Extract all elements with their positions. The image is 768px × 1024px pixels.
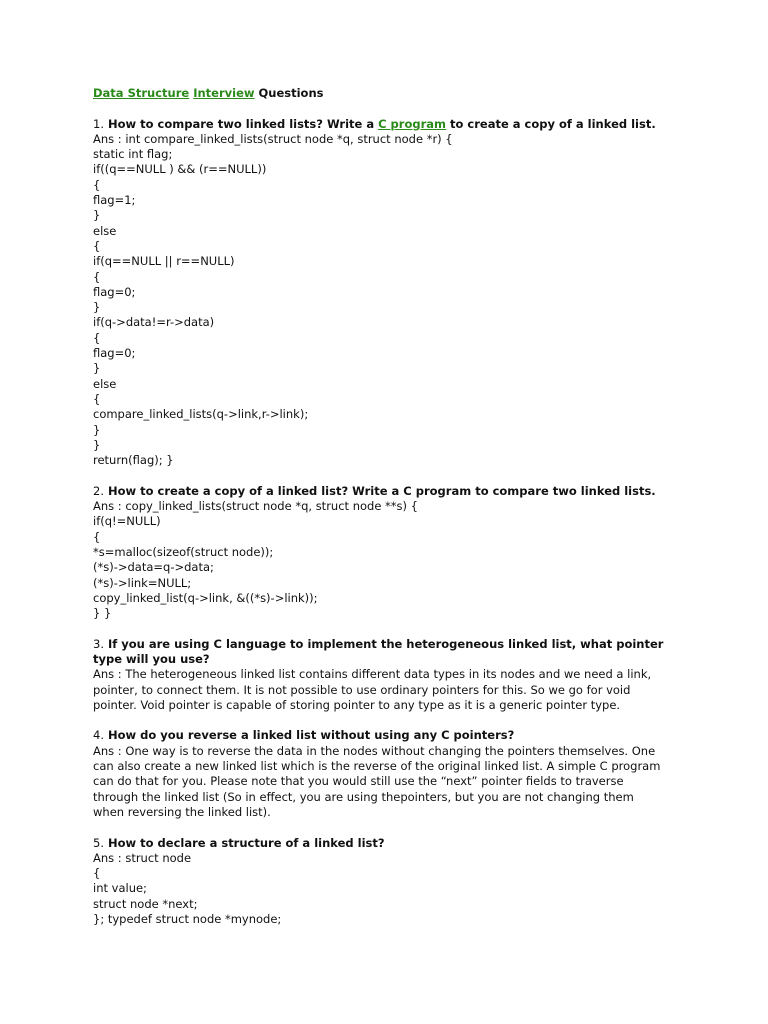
- code-line: }: [93, 300, 101, 315]
- interview-link[interactable]: Interview: [193, 86, 255, 100]
- code-line: Ans : int compare_linked_lists(struct node *q, struct node *r) {: [93, 131, 453, 146]
- code-line: {: [93, 269, 101, 284]
- question-4-heading: [93, 728, 683, 743]
- code-line: }: [93, 361, 101, 376]
- question-5-text: How to declare a structure of a linked list?: [108, 835, 385, 850]
- question-4-text: How do you reverse a linked list without using any C pointers?: [108, 728, 515, 743]
- code-line: *s=malloc(sizeof(struct node));: [93, 544, 274, 559]
- c-program-link[interactable]: C program: [378, 116, 447, 131]
- code-line: (*s)->data=q->data;: [93, 560, 214, 575]
- question-5-number: 5.: [93, 835, 104, 850]
- code-line: Ans : copy_linked_lists(struct node *q, struct node **s) {: [93, 499, 418, 514]
- question-3-number: 3.: [93, 636, 104, 651]
- question-3-text-line-2: type will you use?: [93, 651, 210, 666]
- answer-line: Ans : One way is to reverse the data in the nodes without changing the pointers themselves. One: [93, 743, 656, 758]
- code-line: if(q!=NULL): [93, 514, 161, 529]
- question-4: [93, 728, 683, 820]
- code-line: static int flag;: [93, 147, 173, 162]
- code-line: {: [93, 177, 101, 192]
- code-line: {: [93, 529, 101, 544]
- data-structure-link[interactable]: Data Structure: [93, 86, 190, 100]
- question-1: [93, 117, 683, 469]
- code-line: flag=0;: [93, 284, 136, 299]
- answer-4: [93, 744, 683, 820]
- code-line: {: [93, 866, 101, 881]
- code-line: {: [93, 391, 101, 406]
- code-line: return(flag); }: [93, 453, 174, 468]
- question-2-number: 2.: [93, 483, 104, 498]
- code-line: compare_linked_lists(q->link,r->link);: [93, 407, 309, 422]
- answer-line: pointer, to connect them. It is not possible to use ordinary pointers for this. So we go for void: [93, 682, 631, 697]
- code-line: else: [93, 376, 117, 391]
- code-line: }; typedef struct node *mynode;: [93, 912, 282, 927]
- answer-line: when reversing the linked list).: [93, 804, 271, 819]
- code-line: struct node *next;: [93, 896, 198, 911]
- code-line: }: [93, 208, 101, 223]
- code-line: if(q==NULL || r==NULL): [93, 254, 235, 269]
- code-line: Ans : struct node: [93, 850, 192, 865]
- question-1-text-a: How to compare two linked lists? Write a: [108, 116, 379, 131]
- question-1-number: 1.: [93, 116, 104, 131]
- code-line: int value;: [93, 881, 147, 896]
- answer-line: can also create a new linked list which is the reverse of the original linked list. A simple C program: [93, 759, 661, 774]
- code-line: else: [93, 223, 117, 238]
- answer-5-code: [93, 851, 683, 927]
- question-3: [93, 637, 683, 713]
- code-line: if(q->data!=r->data): [93, 315, 215, 330]
- answer-line: Ans : The heterogeneous linked list contains different data types in its nodes and we need a link,: [93, 667, 652, 682]
- code-line: flag=1;: [93, 193, 136, 208]
- code-line: }: [93, 422, 101, 437]
- question-4-number: 4.: [93, 728, 104, 743]
- document-page: [93, 86, 683, 927]
- question-1-heading: [93, 117, 683, 132]
- question-2: [93, 484, 683, 622]
- question-1-text-b: to create a copy of a linked list.: [446, 116, 656, 131]
- question-5: [93, 836, 683, 928]
- code-line: } }: [93, 606, 112, 621]
- code-line: copy_linked_list(q->link, &((*s)->link));: [93, 590, 318, 605]
- code-line: flag=0;: [93, 346, 136, 361]
- title-questions-text: Questions: [254, 86, 324, 100]
- answer-3: [93, 667, 683, 713]
- answer-line: can do that for you. Please note that you would still use the “next” pointer fields to traverse: [93, 774, 624, 789]
- question-2-heading: [93, 484, 683, 499]
- answer-line: through the linked list (So in effect, you are using thepointers, but you are not changing them: [93, 789, 634, 804]
- code-line: if((q==NULL ) && (r==NULL)): [93, 162, 267, 177]
- question-5-heading: [93, 836, 683, 851]
- question-3-heading: [93, 637, 683, 668]
- page-title: [93, 86, 683, 101]
- question-2-text: How to create a copy of a linked list? Write a C program to compare two linked lists.: [108, 483, 656, 498]
- code-line: }: [93, 437, 101, 452]
- question-3-text-line-1: If you are using C language to implement the heterogeneous linked list, what pointer: [108, 636, 664, 651]
- answer-2-code: [93, 499, 683, 621]
- code-line: (*s)->link=NULL;: [93, 575, 192, 590]
- answer-line: pointer. Void pointer is capable of storing pointer to any type as it is a generic pointer type.: [93, 697, 621, 712]
- answer-1-code: [93, 132, 683, 469]
- code-line: {: [93, 330, 101, 345]
- code-line: {: [93, 238, 101, 253]
